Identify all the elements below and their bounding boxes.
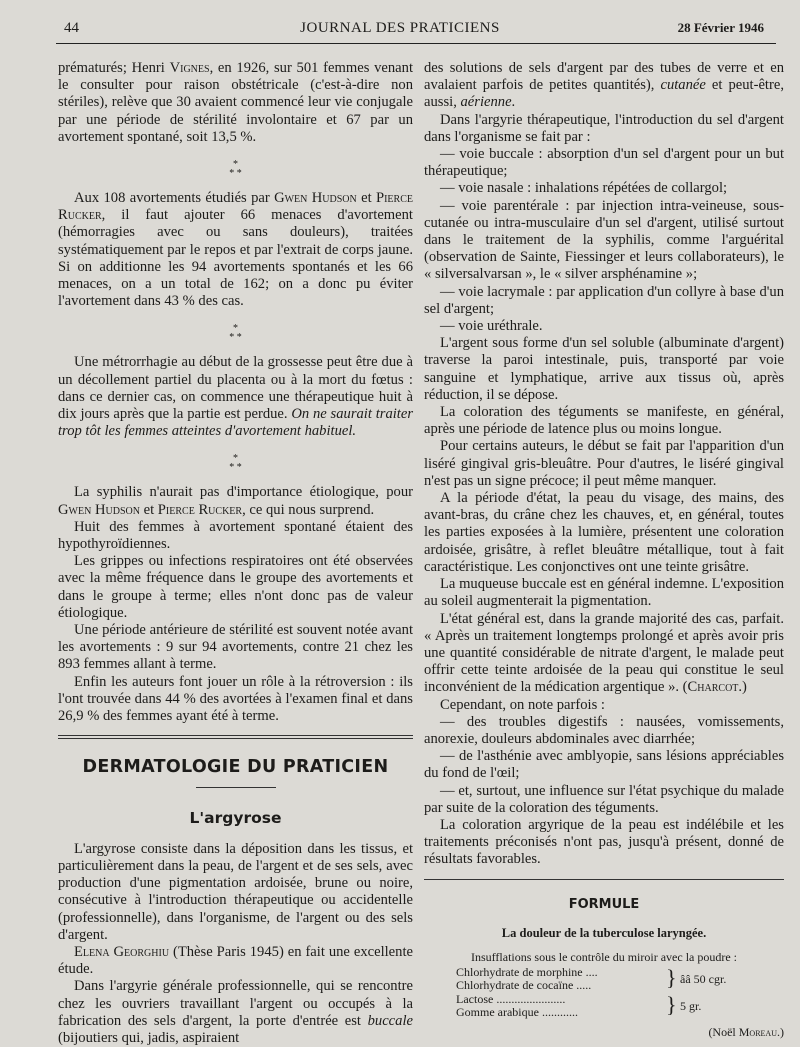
formula-signature: (Noël Moreau.) (708, 1024, 784, 1039)
paragraph: Pour certains auteurs, le début se fait par l'apparition d'un liséré gingival gris-bleuâtre. Pour d'autres, le liséré gingival n'est pas un signe précoce; il peut même manquer. (424, 438, 784, 489)
author-name: Vignes (169, 60, 210, 76)
journal-title: JOURNAL DES PRATICIENS (300, 20, 500, 36)
ingredient: Chlorhydrate de cocaïne ..... (456, 979, 592, 993)
italic-emphasis: buccale (367, 1012, 413, 1029)
ingredient-dose: 5 gr. (680, 999, 702, 1013)
section-divider (58, 735, 413, 739)
asterism: * * * (229, 453, 242, 474)
author-name: Elena Georghiu (74, 943, 170, 960)
paragraph: L'état général est, dans la grande majorité des cas, parfait. « Après un traitement longtemps prolongé et après avoir pris une quantité considérable de nitrate d'argent, le malade peut offrir cette teinte ardoisée de la peau qui constitue le seul inconvénient de la médication argentique ». (Charcot.) (424, 610, 784, 696)
list-item: — des troubles digestifs : nausées, vomissements, anorexie, douleurs abdominales avec diarrhée; (424, 713, 784, 747)
paragraph: Une métrorrhagie au début de la grossesse peut être due à un décollement partiel du placenta ou à la mort du fœtus : dans ce dernier cas, on commence une thérapeutique huit à dix jours après que la partie est perdue. On ne saurait traiter trop tôt les femmes atteintes d'avortement habituel. (58, 354, 414, 440)
paragraph: Les grippes ou infections respiratoires ont été observées avec la même fréquence dans le groupe des avortements et dans le groupe à terme; elles n'ont donc pas de valeur étiologique. (58, 553, 413, 621)
paragraph: L'argent sous forme d'un sel soluble (albuminate d'argent) traverse la paroi intestinale, puis, transporté par voie sanguine et lymphatique, arrive aux tissus où, après réduction, il se dépose. (424, 335, 784, 403)
header-rule (56, 43, 776, 44)
article-subtitle: L'argyrose (189, 808, 282, 827)
paragraph: La coloration des téguments se manifeste, en général, après une période de latence plus ou moins longue. (424, 404, 784, 438)
page-number: 44 (64, 20, 79, 36)
right-column (424, 60, 784, 1041)
left-column (58, 60, 413, 1047)
author-name: Charcot (687, 679, 739, 696)
list-item: — voie uréthrale. (440, 318, 543, 335)
ingredient: Chlorhydrate de morphine .... (456, 965, 598, 979)
author-name: Pierce Rucker (157, 501, 243, 518)
paragraph: Huit des femmes à avortement spontané étaient des hypothyroïdiennes. (58, 518, 413, 553)
italic-emphasis: On ne saurait traiter trop tôt les femmes atteintes d'avortement habituel. (58, 406, 414, 440)
paragraph: prématurés; Henri Vignes, en 1926, sur 501 femmes venant le consulter pour raison obstétricale (c'est-à-dire non stériles), relève que 30 avaient commencé leur vie conjugale par une période de stérilité involontaire et 67 par un avortement spontané, soit 13,5 %. (58, 60, 413, 145)
paragraph: Dans l'argyrie générale professionnelle, qui se rencontre chez les ouvriers travaillant l'argent ou occupés à la fabrication des sels d'argent, la porte d'entrée est buccale (bijoutiers qui, jadis, aspiraient (58, 978, 413, 1046)
author-name: Gwen Hudson (58, 501, 140, 518)
brace-icon: } (666, 965, 677, 990)
paragraph: Enfin les auteurs font jouer un rôle à la rétroversion : ils l'ont trouvée dans 44 % des avortées à l'examen final et dans 26,9 % des femmes ayant été à terme. (58, 673, 413, 725)
author-name: Pierce Rucker (58, 190, 413, 224)
title-underline (196, 787, 276, 788)
paragraph: La syphilis n'aurait pas d'importance étiologique, pour Gwen Hudson et Pierce Rucker, ce qui nous surprend. (58, 484, 413, 518)
formula-box (424, 879, 784, 1042)
author-name: Gwen Hudson (274, 190, 357, 207)
paragraph: Une période antérieure de stérilité est souvent notée avant les avortements : 9 sur 94 avortements, contre 21 chez les 893 femmes allant à terme. (58, 622, 413, 673)
formula-title: La douleur de la tuberculose laryngée. (501, 925, 707, 940)
ingredient: Gomme arabique ............ (456, 1006, 578, 1020)
paragraph: Elena Georghiu (Thèse Paris 1945) en fait une excellente étude. (58, 943, 413, 978)
paragraph: des solutions de sels d'argent par des tubes de verre et en avalaient parfois de petites quantités), cutanée et peut-être, aussi, aérienne. (424, 60, 784, 111)
issue-date: 28 Février 1946 (677, 20, 764, 35)
paragraph: Aux 108 avortements étudiés par Gwen Hudson et Pierce Rucker, il faut ajouter 66 menaces d'avortement (hémorragies avec ou sans douleurs), traitées systématiquement par le repos et par l'extrait de corps jaune. Si on additionne les 94 avortements spontanés et les 66 menaces, on a un total de 162; on a donc pu éviter l'avortement dans 43 % des cas. (58, 190, 413, 310)
asterism: * * * (229, 159, 242, 180)
list-item: — voie nasale : inhalations répétées de collargol; (440, 180, 728, 197)
brace-icon: } (666, 992, 677, 1017)
paragraph: Cependant, on note parfois : (440, 696, 605, 713)
page-header (0, 14, 800, 40)
paragraph: La muqueuse buccale est en général indemne. L'exposition au soleil augmenterait la pigmentation. (424, 576, 784, 610)
formula-intro: Insufflations sous le contrôle du miroir avec la poudre : (470, 949, 738, 964)
paragraph: L'argyrose consiste dans la déposition dans les tissus, et particulièrement dans la peau, de l'argent et de ses sels, avec production d'une pigmentation ardoisée, brune ou noire, consécutive à l'introduction thérapeutique ou accidentelle (professionnelle), dans l'organisme, de l'argent ou des sels d'argent. (58, 840, 413, 943)
paragraph: Dans l'argyrie thérapeutique, l'introduction du sel d'argent dans l'organisme se fait par : (424, 111, 784, 145)
ingredient: Lactose ....................... (456, 992, 566, 1006)
list-item: — et, surtout, une influence sur l'état psychique du malade par suite de la coloration des téguments. (424, 782, 784, 816)
paragraph: A la période d'état, la peau du visage, des mains, des avant-bras, du crâne chez les chauves, et, en général, toutes les parties exposées à la lumière, présentent une coloration ardoisée, grisâtre, à reflet bleuâtre métallique, tout à fait caractéristique. Les conjonctives ont une teinte grisâtre. (424, 490, 784, 575)
list-item: — voie lacrymale : par application d'un collyre à base d'un sel d'argent; (424, 283, 784, 317)
section-title: DERMATOLOGIE DU PRATICIEN (82, 757, 389, 778)
formula-heading: FORMULE (568, 896, 640, 912)
list-item: — voie parentérale : par injection intra-veineuse, sous-cutanée ou intra-musculaire d'un sel d'argent, utilisé surtout dans le traitement de la syphilis, comme l'arguérital (observation de Sainte, Fiessinger et leurs collaborateurs), le « silversalvarsan », le « silver arsphénamine »; (424, 197, 784, 283)
list-item: — voie buccale : absorption d'un sel d'argent pour un but thérapeutique; (424, 146, 784, 180)
list-item: — de l'asthénie avec amblyopie, sans lésions appréciables du fond de l'œil; (424, 748, 784, 782)
paragraph: La coloration argyrique de la peau est indélébile et les traitements préconisés n'ont pas, jusqu'à présent, donné de résultats favorables. (424, 816, 784, 868)
ingredient-dose: ââ 50 cgr. (680, 972, 727, 986)
formula-ingredients (456, 966, 784, 1020)
asterism: * * * (229, 323, 242, 344)
